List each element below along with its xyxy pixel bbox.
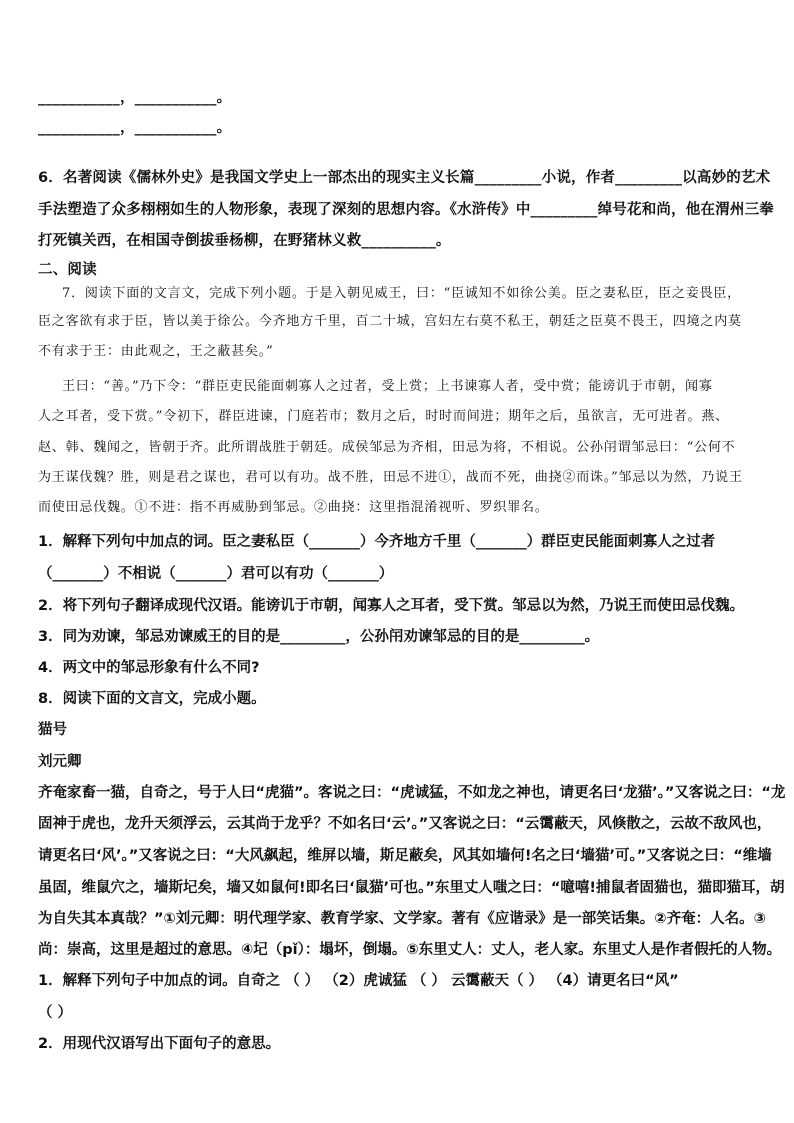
text-line: 固神于虎也，龙升天须浮云，云其尚于龙乎？不如名曰‘云’。”又客说之曰：“云霭蔽天，风倏散之，云故不敌风也，: [38, 816, 772, 832]
text-line: 人之耳者，受下赏。”令初下，群臣进谏，门庭若市；数月之后，时时而间进；期年之后，虽欲言，无可进者。燕、: [38, 409, 729, 424]
text-line: 为王谋伐魏？胜，则是君之谋也，君可以有功。战不胜，田忌不进①，战而不死，曲挠②而诛。”邹忌以为然，乃说王: [38, 470, 743, 485]
text-line: ___________，___________。: [38, 120, 232, 136]
text-line: 8．阅读下面的文言文，完成小题。: [38, 691, 266, 707]
text-line: 打死镇关西，在相国寺倒拔垂杨柳，在野猪林义救__________。: [38, 233, 451, 249]
text-line: 6．名著阅读《儒林外史》是我国文学史上一部杰出的现实主义长篇_________小说，作者_________以高妙的艺术: [38, 170, 771, 186]
text-line: ___________，___________。: [38, 90, 232, 106]
text-line: 猫号: [38, 722, 67, 738]
text-line: 1．解释下列句中加点的词。臣之妻私臣（_______）今齐地方千里（_______）群臣吏民能面刺寡人之过者: [38, 534, 716, 550]
text-line: 刘元卿: [38, 754, 82, 770]
text-line: 3．同为劝谏，邹忌劝谏威王的目的是_________，公孙闬劝谏邹忌的目的是_________。: [38, 629, 600, 645]
text-line: 1．解释下列句子中加点的词。自奇之 （ ） （2）虎诚猛 （ ） 云霭蔽天（ ） （4）请更名曰“风”: [38, 973, 679, 989]
text-line: 臣之客欲有求于臣，皆以美于徐公。今齐地方千里，百二十城，宫妇左右莫不私王，朝廷之臣莫不畏王，四境之内莫: [38, 314, 742, 329]
text-line: 虽固，维鼠穴之，墙斯圮矣，墙又如鼠何!即名曰‘鼠猫’可也。”东里丈人嗤之曰：“噫嘻!捕鼠者固猫也，猫即猫耳，胡: [38, 880, 785, 896]
text-line: 请更名曰‘风’。”又客说之曰：“大风飙起，维屏以墙，斯足蔽矣，风其如墙何!名之曰‘墙猫’可。”又客说之曰：“维墙: [38, 848, 772, 864]
text-line: 赵、韩、魏闻之，皆朝于齐。此所谓战胜于朝廷。成侯邹忌为齐相，田忌为将，不相说。公孙闬谓邹忌曰：“公何不: [38, 440, 736, 455]
text-line: 而使田忌伐魏。①不进：指不再威胁到邹忌。②曲挠：这里指混淆视听、罗织罪名。: [38, 500, 549, 515]
text-line: （ ）: [38, 1005, 73, 1021]
text-line: 二、阅读: [38, 262, 97, 278]
text-line: 4．两文中的邹忌形象有什么不同?: [38, 660, 260, 676]
text-line: 为自失其本真哉？”①刘元卿：明代理学家、教育学家、文学家。著有《应谐录》是一部笑话集。②齐奄：人名。③: [38, 911, 766, 927]
text-line: 尚：崇高，这里是超过的意思。④圮（pǐ）：塌坏，倒塌。⑤东里丈人：丈人，老人家。东里丈人是作者假托的人物。: [38, 942, 782, 958]
text-line: 2．将下列句子翻译成现代汉语。能谤讥于市朝，闻寡人之耳者，受下赏。邹忌以为然，乃说王而使田忌伐魏。: [38, 598, 745, 614]
text-line: 不有求于王：由此观之，王之蔽甚矣。”: [38, 344, 274, 359]
text-line: 王曰：“善。”乃下令：“群臣吏民能面刺寡人之过者，受上赏；上书谏寡人者，受中赏；能谤讥于市朝，闻寡: [62, 379, 713, 394]
text-line: 齐奄家畜一猫，自奇之，号于人曰“虎猫”。客说之曰：“虎诚猛，不如龙之神也，请更名曰‘龙猫’。”又客说之曰：“龙: [38, 785, 786, 801]
text-line: 7．阅读下面的文言文，完成下列小题。于是入朝见威王，曰：“臣诚知不如徐公美。臣之妻私臣，臣之妾畏臣，: [62, 286, 741, 301]
text-line: 2．用现代汉语写出下面句子的意思。: [38, 1036, 281, 1052]
text-line: （_______）不相说（_______）君可以有功（_______）: [38, 566, 394, 582]
text-line: 手法塑造了众多栩栩如生的人物形象，表现了深刻的思想内容。《水浒传》中_________绰号花和尚，他在渭州三拳: [38, 202, 774, 218]
